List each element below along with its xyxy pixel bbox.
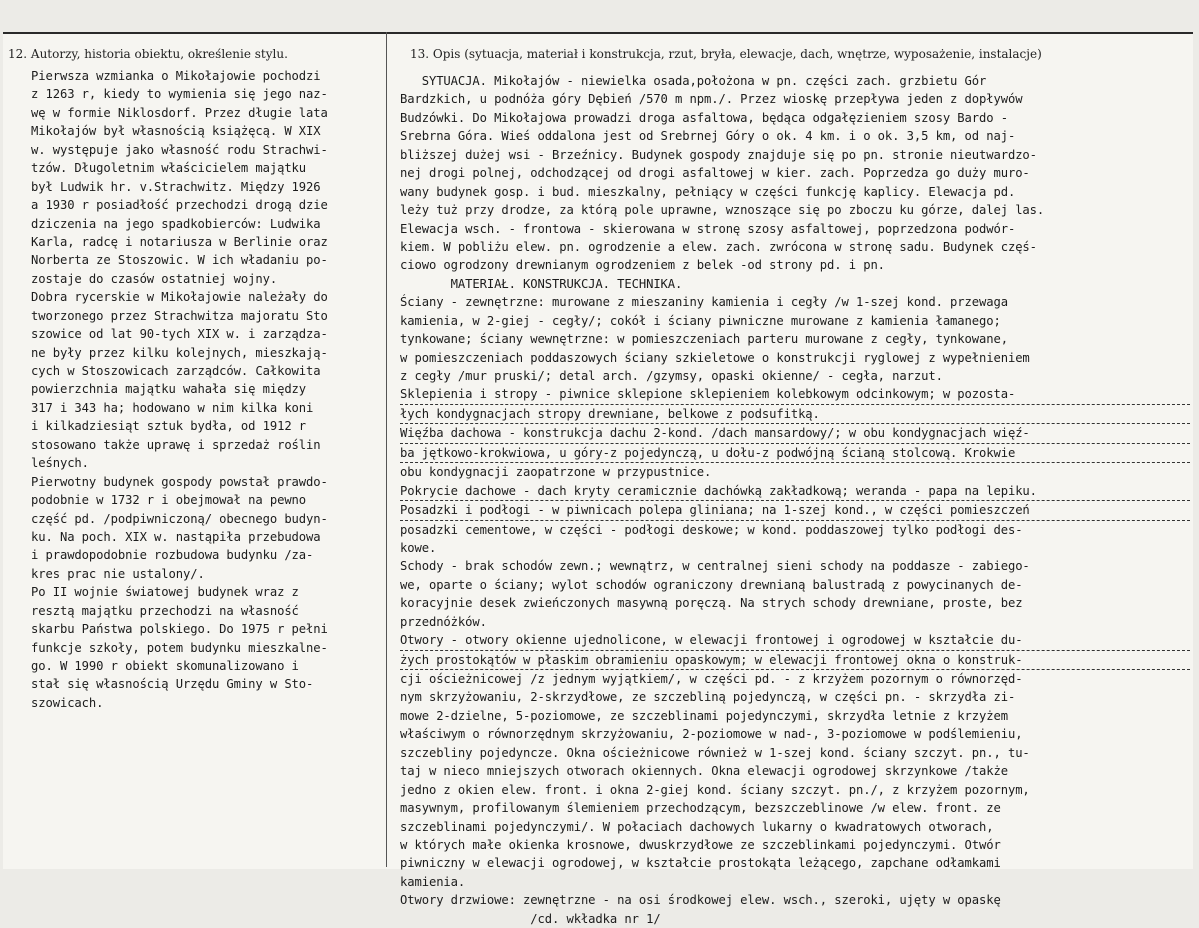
history-line: go. W 1990 r obiekt skomunalizowano i xyxy=(31,659,299,673)
description-line: jedno z okien elew. front. i okna 2-giej kond. ściany szczyt. pn./, z krzyżem pozornym, xyxy=(400,782,1030,797)
description-line: kiem. W pobliżu elew. pn. ogrodzenie a elew. zach. zwrócona w stronę sadu. Budynek częś- xyxy=(400,239,1037,254)
description-line: w których małe okienka krosnowe, dwuskrzydłowe ze szczeblinkami pojedynczymi. Otwór xyxy=(400,837,1001,852)
history-line: zostaje do czasów ostatniej wojny. xyxy=(31,271,278,286)
history-line: a 1930 r posiadłość przechodzi drogą dzie xyxy=(31,198,328,213)
description-line: taj w nieco mniejszych otworach okiennych. Okna elewacji ogrodowej skrzynkowe /także xyxy=(400,764,1008,779)
description-line: masywnym, profilowanym ślemieniem przechodzącym, bezszczeblinowe /w elew. front. ze xyxy=(400,801,1001,816)
description-line: Pokrycie dachowe - dach kryty ceramicznie dachówką zakładkową; weranda - papa na lepiku. xyxy=(400,482,1190,501)
description-line: przednóżków. xyxy=(400,614,487,629)
description-line: Srebrna Góra. Wieś oddalona jest od Srebrnej Góry o ok. 4 km. i o ok. 3,5 km, od naj- xyxy=(400,129,1016,144)
description-line: tynkowane; ściany wewnętrzne: w pomieszczeniach parteru murowane z cegły, tynkowane, xyxy=(400,332,1008,347)
description-line: obu kondygnacji zaopatrzone w przypustnice. xyxy=(400,465,712,480)
description-line: Posadzki i podłogi - w piwnicach polepa gliniana; na 1-szej kond., w części pomieszczeń xyxy=(400,501,1190,520)
description-line: leży tuż przy drodze, za którą pole uprawne, wznoszące się po zboczu ku górze, dalej las. xyxy=(400,203,1045,218)
description-line: koracyjnie desek zwieńczonych masywną poręczą. Na strych schody drewniane, proste, bez xyxy=(400,596,1023,611)
history-line: Norberta ze Stoszowic. W ich władaniu po- xyxy=(31,253,328,268)
description-line: w pomieszczeniach poddaszowych ściany szkieletowe o konstrukcji ryglowej z wypełnieniem xyxy=(400,350,1030,365)
history-line: tworzonego przez Strachwitza majoratu Sto xyxy=(31,308,328,323)
history-line: Mikołajów był własnością książęcą. W XIX xyxy=(31,124,321,139)
history-line: dziczenia na jego spadkobierców: Ludwika xyxy=(31,216,321,231)
history-line: stał się własnością Urzędu Gminy w Sto- xyxy=(31,677,314,692)
description-line: właściwym o równorzędnym skrzyżowaniu, 2-poziomowe w nad-, 3-poziomowe w podślemieniu, xyxy=(400,727,1023,742)
description-line: cji ościeżnicowej /z jednym wyjątkiem/, w części pd. - z krzyżem pozornym o równorzęd- xyxy=(400,672,1023,686)
history-line: leśnych. xyxy=(31,456,89,471)
description-line: kowe. xyxy=(400,540,437,555)
description-line: Bardzkich, u podnóża góry Dębień /570 m npm./. Przez wioskę przepływa jeden z dopływów xyxy=(400,92,1023,107)
history-line: szowice od lat 90-tych XIX w. i zarządza- xyxy=(31,327,328,342)
description-line: szczebliny pojedyncze. Okna ościeżnicowe również w 1-szej kond. ściany szczyt. pn., tu- xyxy=(400,745,1030,760)
description-line: mowe 2-dzielne, 5-poziomowe, ze szczeblinami pojedynczymi, skrzydła letnie z krzyżem xyxy=(400,708,1008,723)
history-line: powierzchnia majątku wahała się między xyxy=(31,382,307,397)
description-line: ba jętkowo-krokwiowa, u góry-z pojedynczą, u dołu-z podwójną ścianą stolcową. Krokwie xyxy=(400,444,1190,463)
description-line: Schody - brak schodów zewn.; wewnątrz, w centralnej sieni schody na poddasze - zabiego- xyxy=(400,559,1030,574)
description-line: Otwory drzwiowe: zewnętrzne - na osi środkowej elew. wsch., szeroki, ujęty w opaskę xyxy=(400,893,1001,908)
history-line: część pd. /podpiwniczoną/ obecnego budyn- xyxy=(31,511,328,526)
description-line: we, oparte o ściany; wylot schodów ograniczony drewnianą balustradą z powycinanych de- xyxy=(400,577,1023,592)
description-line: z cegły /mur pruski/; detal arch. /gzymsy, opaski okienne/ - cegła, narzut. xyxy=(400,369,943,383)
description-line: szczeblinami pojedynczymi/. W połaciach dachowych lukarny o kwadratowych otworach, xyxy=(400,819,994,834)
description-line: Elewacja wsch. - frontowa - skierowana w stronę szosy asfaltowej, poprzedzona podwór- xyxy=(400,221,1016,236)
column-divider xyxy=(386,32,387,867)
history-line: Pierwsza wzmianka o Mikołajowie pochodzi xyxy=(31,69,321,83)
description-line: ciowo ogrodzony drewnianym ogrodzeniem z belek -od strony pd. i pn. xyxy=(400,258,885,273)
history-line: szowicach. xyxy=(31,695,104,710)
history-line: w. występuje jako własność rodu Strachwi- xyxy=(31,142,328,157)
description-line: Ściany - zewnętrzne: murowane z mieszaniny kamienia i cegły /w 1-szej kond. przewaga xyxy=(400,295,1008,310)
description-line: żych prostokątów w płaskim obramieniu opaskowym; w elewacji frontowej okna o konstruk- xyxy=(400,651,1190,670)
history-line: Po II wojnie światowej budynek wraz z xyxy=(31,585,299,600)
history-line: Pierwotny budynek gospody powstał prawdo- xyxy=(31,474,328,489)
description-line: bliższej dużej wsi - Brzeźnicy. Budynek gospody znajduje się po pn. stronie nieutwardzo- xyxy=(400,147,1037,162)
history-line: ne były przez kilku kolejnych, mieszkają- xyxy=(31,345,328,360)
description-line: piwniczny w elewacji ogrodowej, w kształcie prostokąta leżącego, zapchane odłamkami xyxy=(400,856,1001,871)
history-line: ku. Na poch. XIX w. nastąpiła przebudowa xyxy=(31,529,321,544)
description-line: łych kondygnacjach stropy drewniane, belkowe z podsufitką. xyxy=(400,405,1190,424)
history-line: kres prac nie ustalony/. xyxy=(31,566,205,581)
description-line: Otwory - otwory okienne ujednolicone, w elewacji frontowej i ogrodowej w kształcie du- xyxy=(400,631,1190,650)
history-line: funkcje szkoły, potem budynku mieszkalne- xyxy=(31,640,328,655)
history-line: skarbu Państwa polskiego. Do 1975 r pełni xyxy=(31,622,328,637)
description-line: SYTUACJA. Mikołajów - niewielka osada,położona w pn. części zach. grzbietu Gór xyxy=(400,74,987,88)
description-line: /cd. wkładka nr 1/ xyxy=(400,911,661,926)
description-line: Więźba dachowa - konstrukcja dachu 2-kond. /dach mansardowy/; w obu kondygnacjach więź- xyxy=(400,424,1190,443)
description-line: kamienia. xyxy=(400,874,466,889)
history-line: Karla, radcę i notariusza w Berlinie oraz xyxy=(31,234,328,249)
description-line: Budzówki. Do Mikołajowa prowadzi droga asfaltowa, będąca odgałęzieniem szosy Bardo - xyxy=(400,110,1008,125)
history-line: był Ludwik hr. v.Strachwitz. Między 1926 xyxy=(31,179,321,194)
description-line: kamienia, w 2-giej - cegły/; cokół i ściany piwniczne murowane z kamienia łamanego; xyxy=(400,313,1001,328)
description-line: nej drogi polnej, odchodzącej od drogi asfaltowej w kier. zach. Poprzedza go duży muro- xyxy=(400,166,1030,181)
description-line: Sklepienia i stropy - piwnice sklepione sklepieniem kolebkowym odcinkowym; w pozosta- xyxy=(400,385,1190,404)
history-line: 317 i 343 ha; hodowano w nim kilka koni xyxy=(31,400,314,415)
header-description: 13. Opis (sytuacja, materiał i konstrukcja, rzut, bryła, elewacje, dach, wnętrze, wyposażenie, instalacje) xyxy=(410,47,1042,61)
header-history: 12. Autorzy, historia obiektu, określenie stylu. xyxy=(8,47,288,61)
history-line: podobnie w 1732 r i obejmował na pewno xyxy=(31,493,307,508)
history-line: cych w Stoszowicach zarządców. Całkowita xyxy=(31,364,321,378)
history-line: stosowano także uprawę i sprzedaż roślin xyxy=(31,437,321,452)
history-line: Dobra rycerskie w Mikołajowie należały do xyxy=(31,290,328,305)
description-line: nym skrzyżowaniu, 2-skrzydłowe, ze szczebliną pojedynczą, w części pn. - skrzydła zi- xyxy=(400,690,1016,705)
history-line: z 1263 r, kiedy to wymienia się jego naz- xyxy=(31,87,328,102)
description-text xyxy=(400,72,1190,928)
description-line: MATERIAŁ. KONSTRUKCJA. TECHNIKA. xyxy=(400,276,683,291)
history-text xyxy=(31,67,383,712)
description-line: posadzki cementowe, w części - podłogi deskowe; w kond. poddaszowej tylko podłogi des- xyxy=(400,522,1023,537)
history-line: resztą majątku przechodzi na własność xyxy=(31,603,299,618)
description-line: wany budynek gosp. i bud. mieszkalny, pełniący w części funkcję kaplicy. Elewacja pd. xyxy=(400,184,1016,199)
history-line: i prawdopodobnie rozbudowa budynku /za- xyxy=(31,548,314,563)
history-line: tzów. Długoletnim właścicielem majątku xyxy=(31,161,307,176)
history-line: wę w formie Niklosdorf. Przez długie lata xyxy=(31,105,328,120)
history-line: i kilkadziesiąt sztuk bydła, od 1912 r xyxy=(31,419,307,434)
